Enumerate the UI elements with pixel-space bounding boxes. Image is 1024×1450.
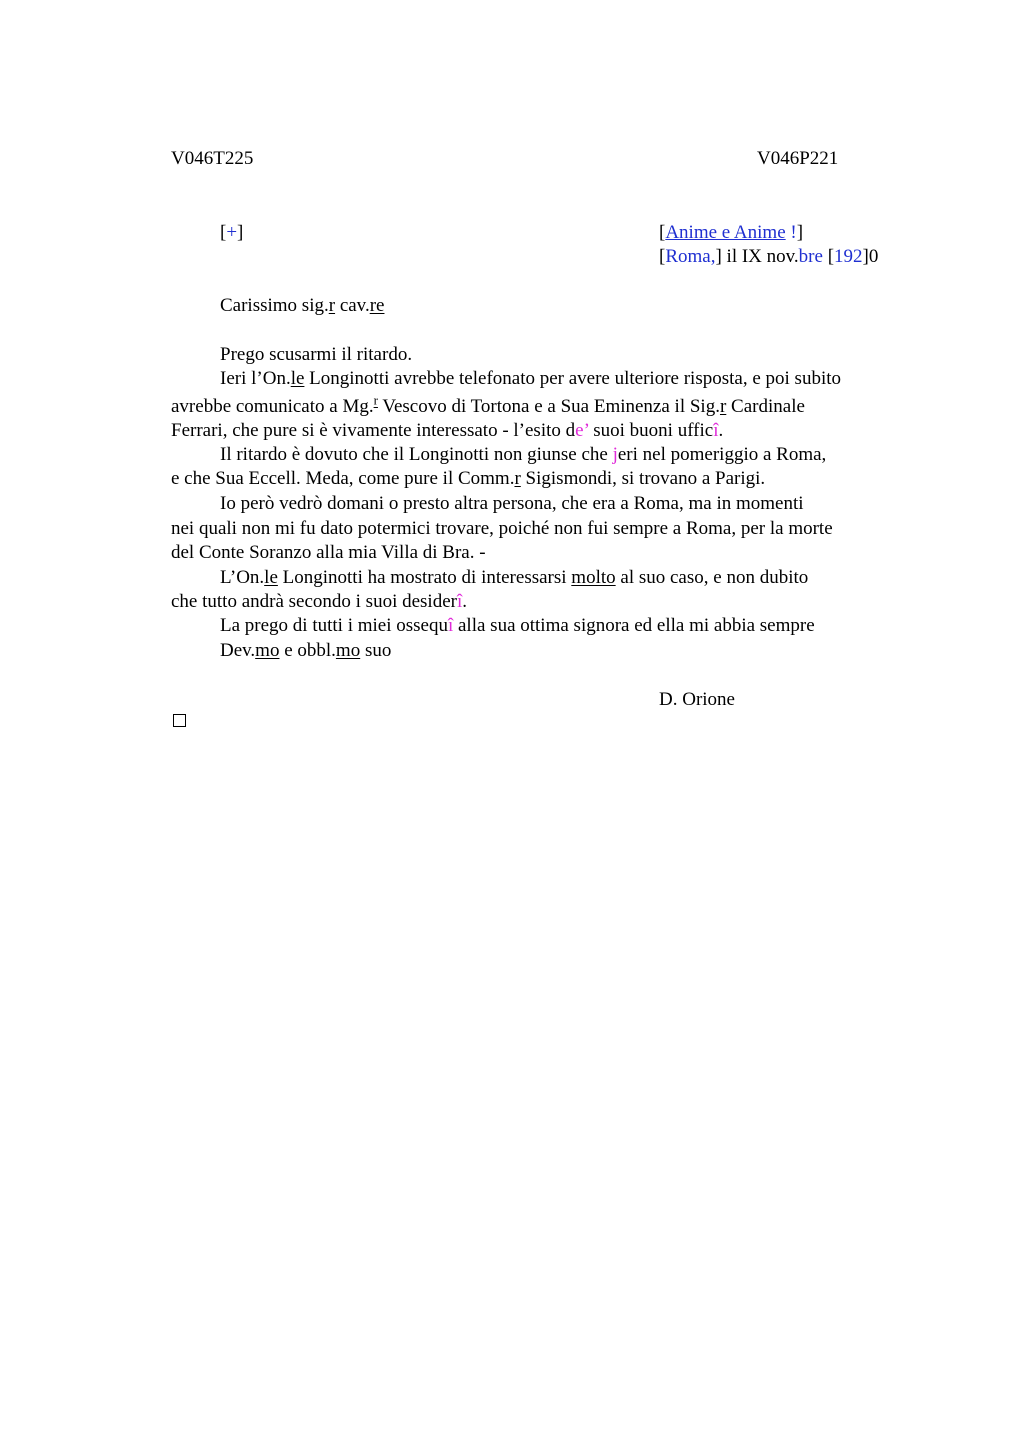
body-line-9: del Conte Soranzo alla mia Villa di Bra. - — [171, 542, 486, 563]
left-document-code: V046T225 — [171, 148, 254, 169]
place-date: [Roma,] il IX nov.bre [192]0 — [659, 246, 879, 267]
body-line-6: e che Sua Eccell. Meda, come pure il Comm.r Sigismondi, si trovano a Parigi. — [171, 468, 766, 489]
body-line-11: che tutto andrà secondo i suoi desiderî. — [171, 591, 468, 612]
body-line-4: Ferrari, che pure si è vivamente interessato - l’esito de’ suoi buoni ufficî. — [171, 420, 724, 441]
letterhead-title: [Anime e Anime !] — [659, 222, 804, 243]
body-line-8: nei quali non mi fu dato potermici trovare, poiché non fui sempre a Roma, per la morte — [171, 518, 833, 539]
title-link[interactable]: Anime e Anime — [665, 222, 786, 243]
body-line-5: Il ritardo è dovuto che il Longinotti non giunse che jeri nel pomeriggio a Roma, — [220, 444, 827, 465]
body-line-7: Io però vedrò domani o presto altra persona, che era a Roma, ma in momenti — [220, 493, 804, 514]
right-document-code: V046P221 — [757, 148, 839, 169]
body-line-1: Prego scusarmi il ritardo. — [220, 344, 413, 365]
body-line-3: avrebbe comunicato a Mg.$^r$ Vescovo di Tortona e a Sua Eminenza il Sig.r Cardinale — [171, 392, 805, 417]
checkbox-icon[interactable] — [173, 714, 186, 727]
body-line-12: La prego di tutti i miei ossequî alla sua ottima signora ed ella mi abbia sempre — [220, 615, 815, 636]
salutation: Carissimo sig.r cav.re — [220, 295, 385, 316]
body-line-2: Ieri l’On.le Longinotti avrebbe telefonato per avere ulteriore risposta, e poi subito — [220, 368, 841, 389]
body-line-10: L’On.le Longinotti ha mostrato di interessarsi molto al suo caso, e non dubito — [220, 567, 809, 588]
cross-mark: [+] — [220, 222, 244, 243]
closing-line: Dev.mo e obbl.mo suo — [220, 640, 392, 661]
signature: D. Orione — [659, 689, 735, 710]
